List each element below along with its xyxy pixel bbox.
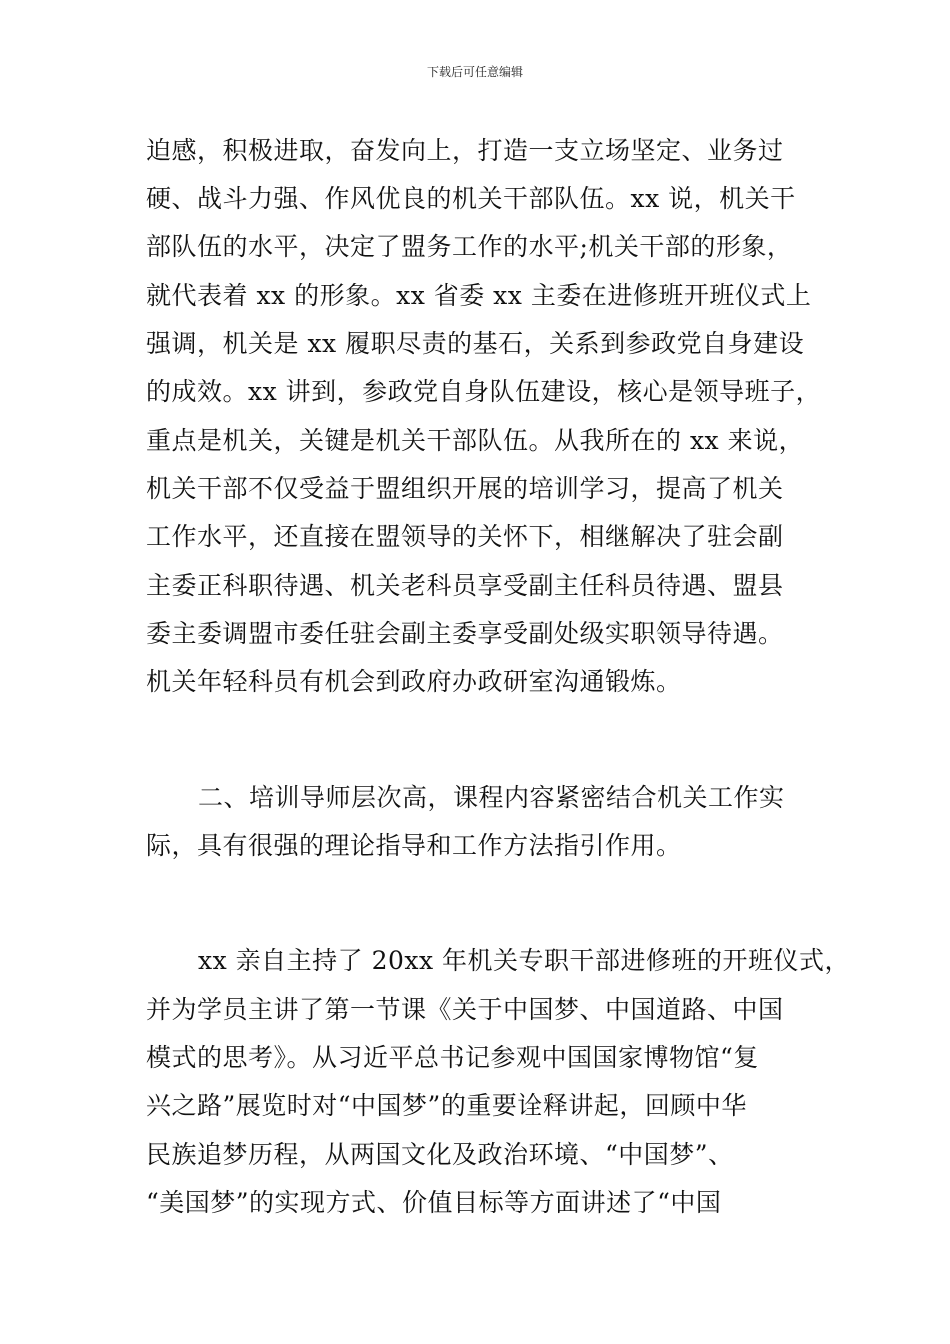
paragraph-1-line-6: 的成效。xx 讲到，参政党自身队伍建设，核心是领导班子， [146,377,822,406]
paragraph-1-line-10: 主委正科职待遇、机关老科员享受副主任科员待遇、盟县 [146,571,784,600]
page-header: 下载后可任意编辑 [426,65,523,79]
paragraph-1-line-4: 就代表着 xx 的形象。xx 省委 xx 主委在进修班开班仪式上 [146,281,812,310]
paragraph-1-line-5: 强调，机关是 xx 履职尽责的基石，关系到参政党自身建设 [146,329,805,358]
paragraph-1-line-7: 重点是机关，关键是机关干部队伍。从我所在的 xx 来说， [146,426,805,455]
paragraph-2-line-1: 二、培训导师层次高，课程内容紧密结合机关工作实 [198,783,785,812]
paragraph-1-line-11: 委主委调盟市委任驻会副主委享受副处级实职领导待遇。 [146,619,784,648]
paragraph-3-line-6: “美国梦”的实现方式、价值目标等方面讲述了“中国 [146,1188,722,1217]
paragraph-3-line-2: 并为学员主讲了第一节课《关于中国梦、中国道路、中国 [146,995,784,1024]
paragraph-1-line-1: 迫感，积极进取，奋发向上，打造一支立场坚定、业务过 [146,136,784,165]
paragraph-3-line-1: xx 亲自主持了 20xx 年机关专职干部进修班的开班仪式， [198,946,851,975]
paragraph-1-line-8: 机关干部不仅受益于盟组织开展的培训学习，提高了机关 [146,474,784,503]
paragraph-3-line-3: 模式的思考》。从习近平总书记参观中国国家博物馆“复 [146,1043,759,1072]
paragraph-3-line-4: 兴之路”展览时对“中国梦”的重要诠释讲起，回顾中华 [146,1091,747,1120]
paragraph-1-line-9: 工作水平，还直接在盟领导的关怀下，相继解决了驻会副 [146,522,784,551]
paragraph-1-line-2: 硬、战斗力强、作风优良的机关干部队伍。xx 说，机关干 [146,184,796,213]
paragraph-2-line-2: 际，具有很强的理论指导和工作方法指引作用。 [146,831,682,860]
paragraph-1-line-12: 机关年轻科员有机会到政府办政研室沟通锻炼。 [146,667,682,696]
paragraph-1-line-3: 部队伍的水平，决定了盟务工作的水平;机关干部的形象， [146,232,793,261]
paragraph-3-line-5: 民族追梦历程，从两国文化及政治环境、“中国梦”、 [146,1140,734,1169]
